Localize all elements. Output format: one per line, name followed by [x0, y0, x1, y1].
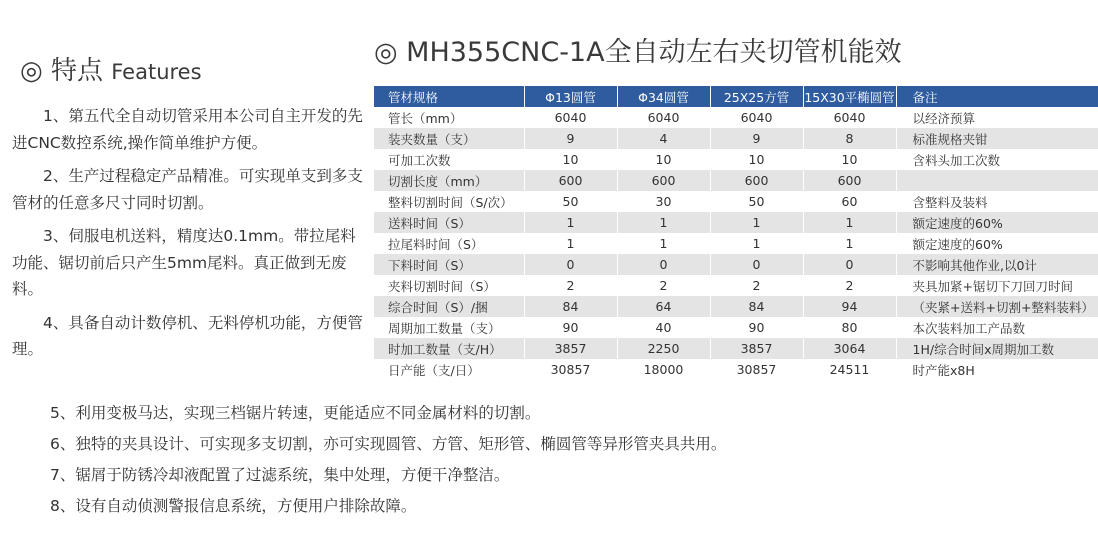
value-cell: 30857	[710, 359, 803, 380]
value-cell: 10	[524, 149, 617, 170]
remark-cell: 含料头加工次数	[896, 149, 1098, 170]
value-cell: 80	[803, 317, 896, 338]
table-row	[374, 359, 1098, 380]
spec-table-body	[374, 107, 1098, 380]
spec-table	[374, 86, 1098, 380]
value-cell: 1	[617, 233, 710, 254]
table-row	[374, 149, 1098, 170]
table-row	[374, 275, 1098, 296]
feature-item: 7、锯屑于防锈冷却液配置了过滤系统，集中处理，方便干净整洁。	[50, 466, 510, 484]
column-header: Φ34圆管	[617, 86, 710, 107]
remark-cell	[896, 170, 1098, 191]
value-cell: 24511	[803, 359, 896, 380]
value-cell: 0	[803, 254, 896, 275]
value-cell: 1	[524, 212, 617, 233]
circle-dot-icon: ◎	[20, 56, 43, 86]
value-cell: 10	[710, 149, 803, 170]
remark-cell: 额定速度的60%	[896, 233, 1098, 254]
value-cell: 90	[710, 317, 803, 338]
remark-cell: 额定速度的60%	[896, 212, 1098, 233]
table-row	[374, 212, 1098, 233]
table-row	[374, 233, 1098, 254]
table-title	[374, 30, 902, 69]
spec-table-header	[374, 86, 1098, 107]
feature-item: 4、具备自动计数停机、无料停机功能，方便管理。	[12, 313, 363, 358]
value-cell: 10	[617, 149, 710, 170]
feature-item: 2、生产过程稳定产品精准。可实现单支到多支管材的任意多尺寸同时切割。	[12, 167, 363, 212]
column-header: Φ13圆管	[524, 86, 617, 107]
column-header: 15X30平椭圆管	[803, 86, 896, 107]
column-header: 25X25方管	[710, 86, 803, 107]
remark-cell: 1H/综合时间x周期加工数	[896, 338, 1098, 359]
value-cell: 1	[710, 233, 803, 254]
table-row	[374, 128, 1098, 149]
remark-cell: 本次装料加工产品数	[896, 317, 1098, 338]
value-cell: 60	[803, 191, 896, 212]
table-row	[374, 254, 1098, 275]
value-cell: 2250	[617, 338, 710, 359]
table-row	[374, 296, 1098, 317]
features-heading-cn: 特点	[50, 56, 103, 86]
value-cell: 1	[617, 212, 710, 233]
value-cell: 30	[617, 191, 710, 212]
column-header: 管材规格	[374, 86, 524, 107]
table-row	[374, 170, 1098, 191]
value-cell: 10	[803, 149, 896, 170]
remark-cell: 不影响其他作业,以0计	[896, 254, 1098, 275]
table-row	[374, 191, 1098, 212]
value-cell: 2	[524, 275, 617, 296]
value-cell: 600	[617, 170, 710, 191]
features-list	[12, 103, 364, 370]
value-cell: 1	[710, 212, 803, 233]
value-cell: 18000	[617, 359, 710, 380]
feature-item: 1、第五代全自动切管采用本公司自主开发的先进CNC数控系统,操作简单维护方便。	[12, 107, 363, 152]
value-cell: 6040	[710, 107, 803, 128]
feature-item: 3、伺服电机送料，精度达0.1mm。带拉尾料功能、锯切前后只产生5mm尾料。真正做到无废料。	[12, 227, 356, 298]
value-cell: 1	[803, 212, 896, 233]
table-title-text: MH355CNC-1A全自动左右夹切管机能效	[406, 37, 902, 68]
value-cell: 2	[803, 275, 896, 296]
row-label-cell: 可加工次数	[374, 149, 524, 170]
remark-cell: 标准规格夹钳	[896, 128, 1098, 149]
value-cell: 3857	[710, 338, 803, 359]
table-row	[374, 107, 1098, 128]
remark-cell: 以经济预算	[896, 107, 1098, 128]
row-label-cell: 时加工数量（支/H）	[374, 338, 524, 359]
value-cell: 84	[524, 296, 617, 317]
row-label-cell: 管长（mm）	[374, 107, 524, 128]
row-label-cell: 送料时间（S）	[374, 212, 524, 233]
value-cell: 600	[524, 170, 617, 191]
remark-cell: 夹具加紧+锯切下刀回刀时间	[896, 275, 1098, 296]
row-label-cell: 整料切割时间（S/次）	[374, 191, 524, 212]
value-cell: 1	[803, 233, 896, 254]
remark-cell: 时产能x8H	[896, 359, 1098, 380]
value-cell: 600	[710, 170, 803, 191]
features-more-list	[50, 398, 726, 522]
value-cell: 30857	[524, 359, 617, 380]
value-cell: 94	[803, 296, 896, 317]
value-cell: 4	[617, 128, 710, 149]
value-cell: 90	[524, 317, 617, 338]
value-cell: 9	[710, 128, 803, 149]
value-cell: 50	[524, 191, 617, 212]
value-cell: 84	[710, 296, 803, 317]
table-row	[374, 338, 1098, 359]
value-cell: 6040	[803, 107, 896, 128]
feature-item: 6、独特的夹具设计、可实现多支切割，亦可实现圆管、方管、矩形管、椭圆管等异形管夹具共用。	[50, 435, 727, 453]
value-cell: 50	[710, 191, 803, 212]
feature-item: 5、利用变极马达，实现三档锯片转速，更能适应不同金属材料的切割。	[50, 404, 541, 422]
row-label-cell: 拉尾料时间（S）	[374, 233, 524, 254]
value-cell: 0	[710, 254, 803, 275]
value-cell: 8	[803, 128, 896, 149]
value-cell: 1	[524, 233, 617, 254]
feature-item: 8、设有自动侦测警报信息系统，方便用户排除故障。	[50, 497, 417, 515]
remark-cell: 含整料及装料	[896, 191, 1098, 212]
value-cell: 2	[710, 275, 803, 296]
row-label-cell: 切割长度（mm）	[374, 170, 524, 191]
value-cell: 0	[617, 254, 710, 275]
value-cell: 3857	[524, 338, 617, 359]
features-heading-en: Features	[111, 60, 202, 84]
row-label-cell: 装夹数量（支）	[374, 128, 524, 149]
row-label-cell: 夹料切割时间（S）	[374, 275, 524, 296]
value-cell: 6040	[524, 107, 617, 128]
row-label-cell: 综合时间（S）/捆	[374, 296, 524, 317]
value-cell: 2	[617, 275, 710, 296]
value-cell: 64	[617, 296, 710, 317]
value-cell: 6040	[617, 107, 710, 128]
row-label-cell: 日产能（支/日）	[374, 359, 524, 380]
value-cell: 40	[617, 317, 710, 338]
column-header: 备注	[896, 86, 1098, 107]
value-cell: 600	[803, 170, 896, 191]
value-cell: 3064	[803, 338, 896, 359]
features-heading	[20, 50, 202, 87]
circle-dot-icon: ◎	[374, 37, 398, 68]
table-row	[374, 317, 1098, 338]
row-label-cell: 下料时间（S）	[374, 254, 524, 275]
value-cell: 0	[524, 254, 617, 275]
value-cell: 9	[524, 128, 617, 149]
row-label-cell: 周期加工数量（支）	[374, 317, 524, 338]
remark-cell: （夹紧+送料+切割+整料装料）	[896, 296, 1098, 317]
